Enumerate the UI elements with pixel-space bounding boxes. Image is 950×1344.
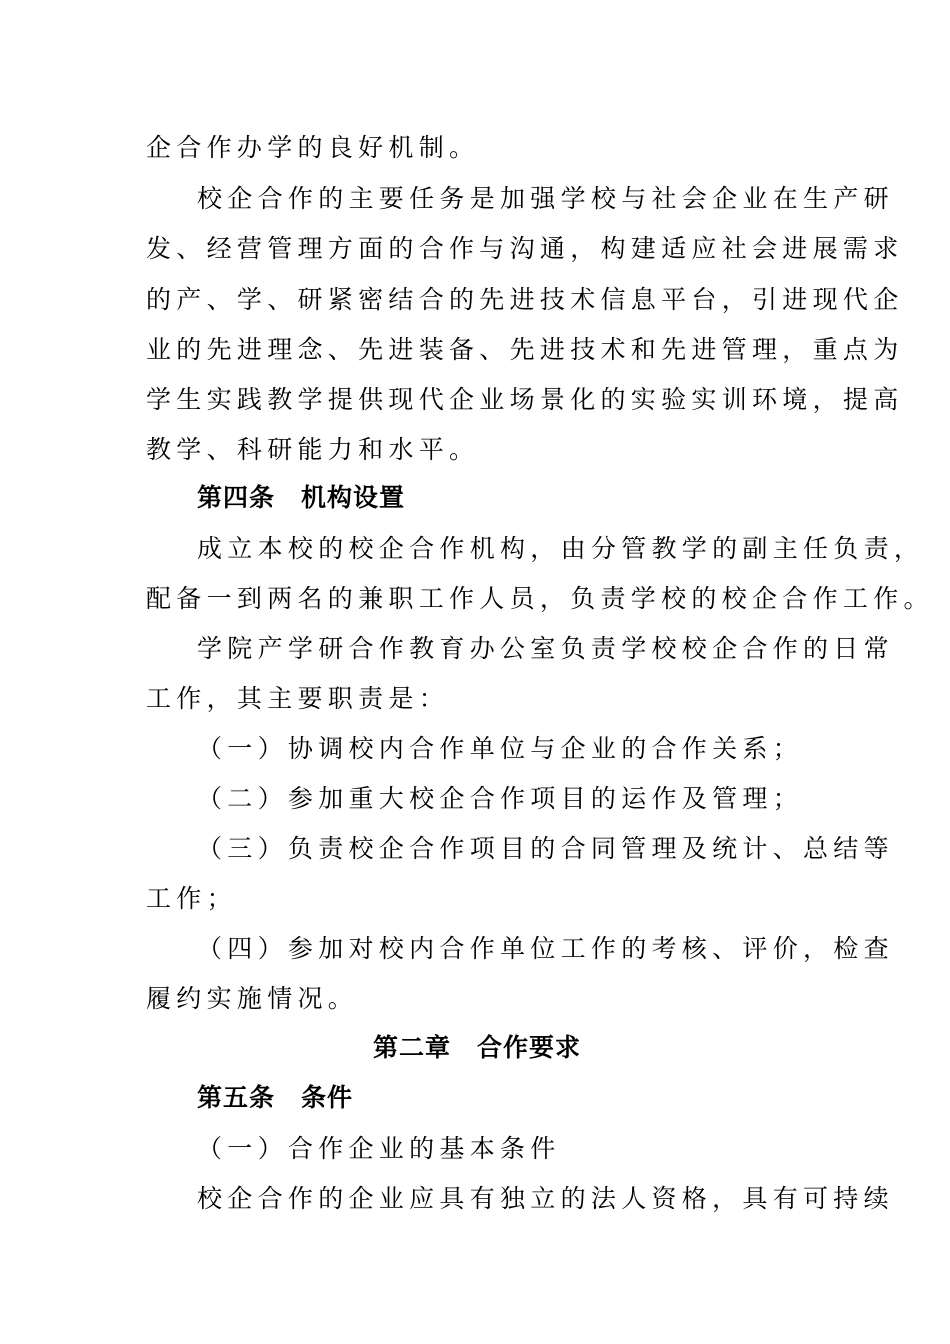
paragraph-line: 成立本校的校企合作机构，由分管教学的副主任负责，: [197, 534, 925, 563]
paragraph-line: 发、经营管理方面的合作与沟通，构建适应社会进展需求: [146, 234, 904, 263]
paragraph-line: 的产、学、研紧密结合的先进技术信息平台，引进现代企: [146, 285, 904, 314]
list-item: （三）负责校企合作项目的合同管理及统计、总结等: [197, 834, 894, 863]
chapter-heading: 第二章 合作要求: [373, 1033, 582, 1062]
paragraph-line: 业的先进理念、先进装备、先进技术和先进管理，重点为: [146, 335, 904, 364]
list-item: （四）参加对校内合作单位工作的考核、评价，检查: [197, 934, 894, 963]
list-item-continuation: 履约实施情况。: [146, 984, 359, 1013]
paragraph-line: 校企合作的企业应具有独立的法人资格，具有可持续: [197, 1184, 894, 1213]
paragraph-line: 教学、科研能力和水平。: [146, 435, 480, 464]
paragraph-line: 校企合作的主要任务是加强学校与社会企业在生产研: [197, 184, 894, 213]
paragraph-line: 学院产学研合作教育办公室负责学校校企合作的日常: [197, 634, 894, 663]
list-item: （一）协调校内合作单位与企业的合作关系；: [197, 734, 804, 763]
paragraph-line: 企合作办学的良好机制。: [146, 133, 480, 162]
list-item-continuation: 工作；: [146, 884, 237, 913]
paragraph-line: 配备一到两名的兼职工作人员，负责学校的校企合作工作。: [146, 584, 934, 613]
article-heading: 第四条 机构设置: [197, 483, 406, 512]
list-item: （一）合作企业的基本条件: [197, 1134, 561, 1163]
article-heading: 第五条 条件: [197, 1083, 354, 1112]
list-item: （二）参加重大校企合作项目的运作及管理；: [197, 784, 804, 813]
paragraph-line: 工作，其主要职责是：: [146, 684, 450, 713]
paragraph-line: 学生实践教学提供现代企业场景化的实验实训环境，提高: [146, 385, 904, 414]
